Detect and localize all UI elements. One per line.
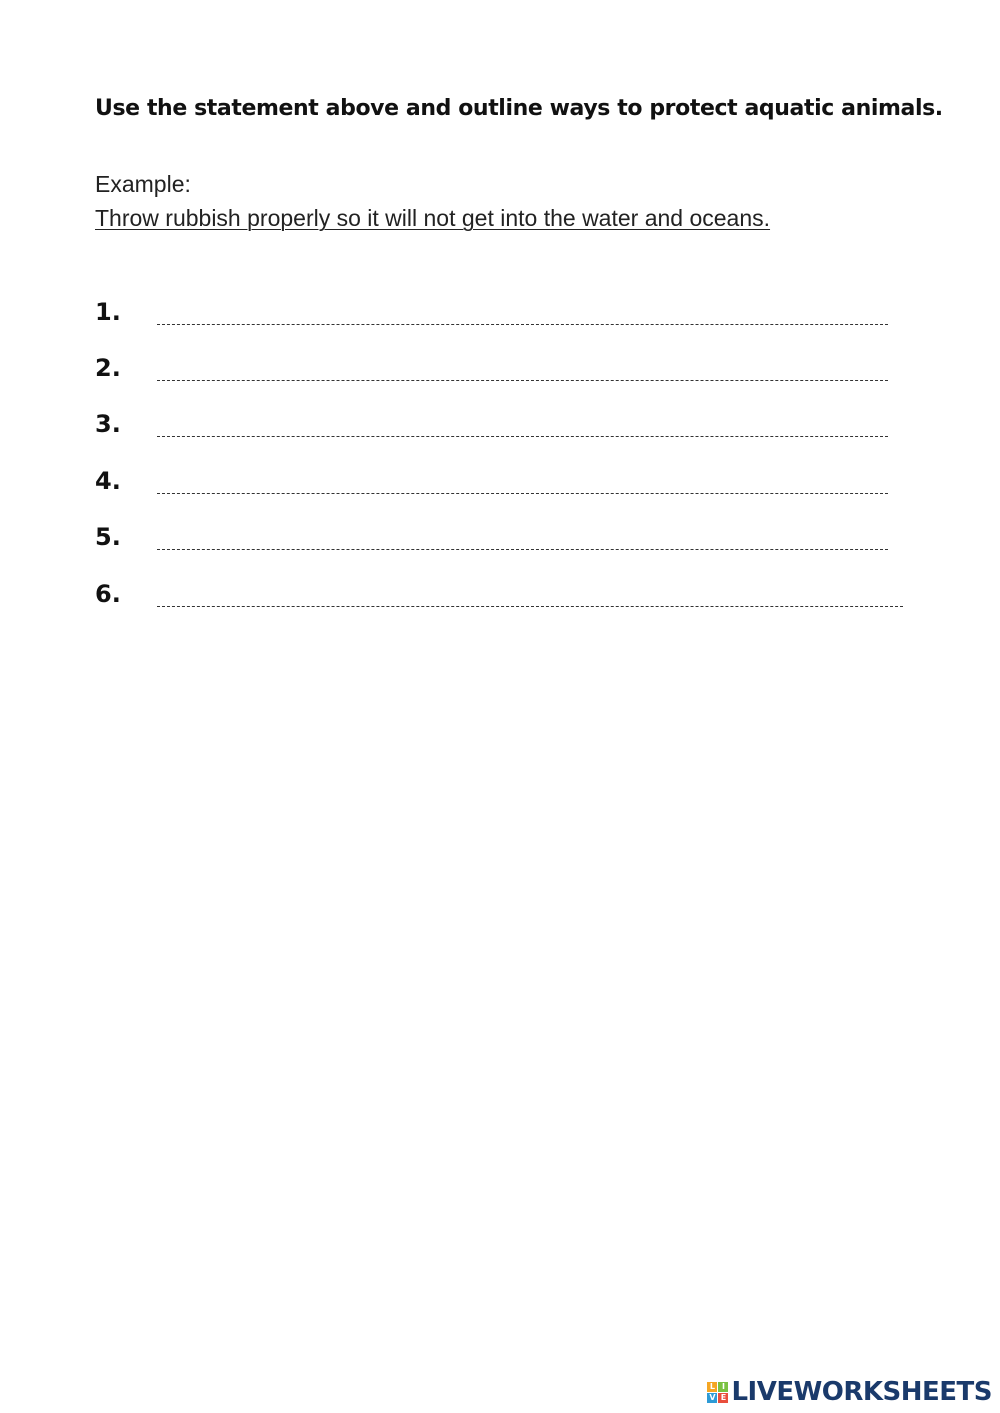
logo-text: LIVEWORKSHEETS bbox=[731, 1377, 992, 1407]
answer-number: 6. bbox=[95, 580, 121, 608]
logo-block: E bbox=[718, 1393, 728, 1403]
answer-number: 1. bbox=[95, 298, 121, 326]
logo-block: L bbox=[707, 1382, 717, 1392]
logo-block: V bbox=[709, 1392, 716, 1402]
answer-row-5 bbox=[95, 523, 915, 563]
answer-blank-line[interactable] bbox=[157, 549, 888, 550]
logo-block: I bbox=[718, 1382, 728, 1392]
example-text: Throw rubbish properly so it will not get into the water and oceans. bbox=[95, 205, 771, 231]
answer-number: 4. bbox=[95, 467, 121, 495]
answer-blank-line[interactable] bbox=[157, 493, 888, 494]
answer-row-2 bbox=[95, 354, 915, 394]
answer-blank-line[interactable] bbox=[157, 324, 888, 325]
answer-number: 2. bbox=[95, 354, 121, 382]
answer-blank-line[interactable] bbox=[157, 606, 903, 607]
logo-blocks-icon bbox=[707, 1382, 728, 1403]
answer-row-4 bbox=[95, 467, 915, 507]
answer-row-3 bbox=[95, 410, 915, 450]
answer-blank-line[interactable] bbox=[157, 436, 888, 437]
example-label: Example: bbox=[95, 171, 191, 197]
liveworksheets-logo bbox=[707, 1377, 992, 1407]
answer-row-6 bbox=[95, 580, 915, 620]
answer-row-1 bbox=[95, 298, 915, 338]
answer-number: 5. bbox=[95, 523, 121, 551]
instruction-text: Use the statement above and outline ways to protect aquatic animals. bbox=[95, 96, 943, 121]
answer-blank-line[interactable] bbox=[157, 380, 888, 381]
answer-number: 3. bbox=[95, 410, 121, 438]
